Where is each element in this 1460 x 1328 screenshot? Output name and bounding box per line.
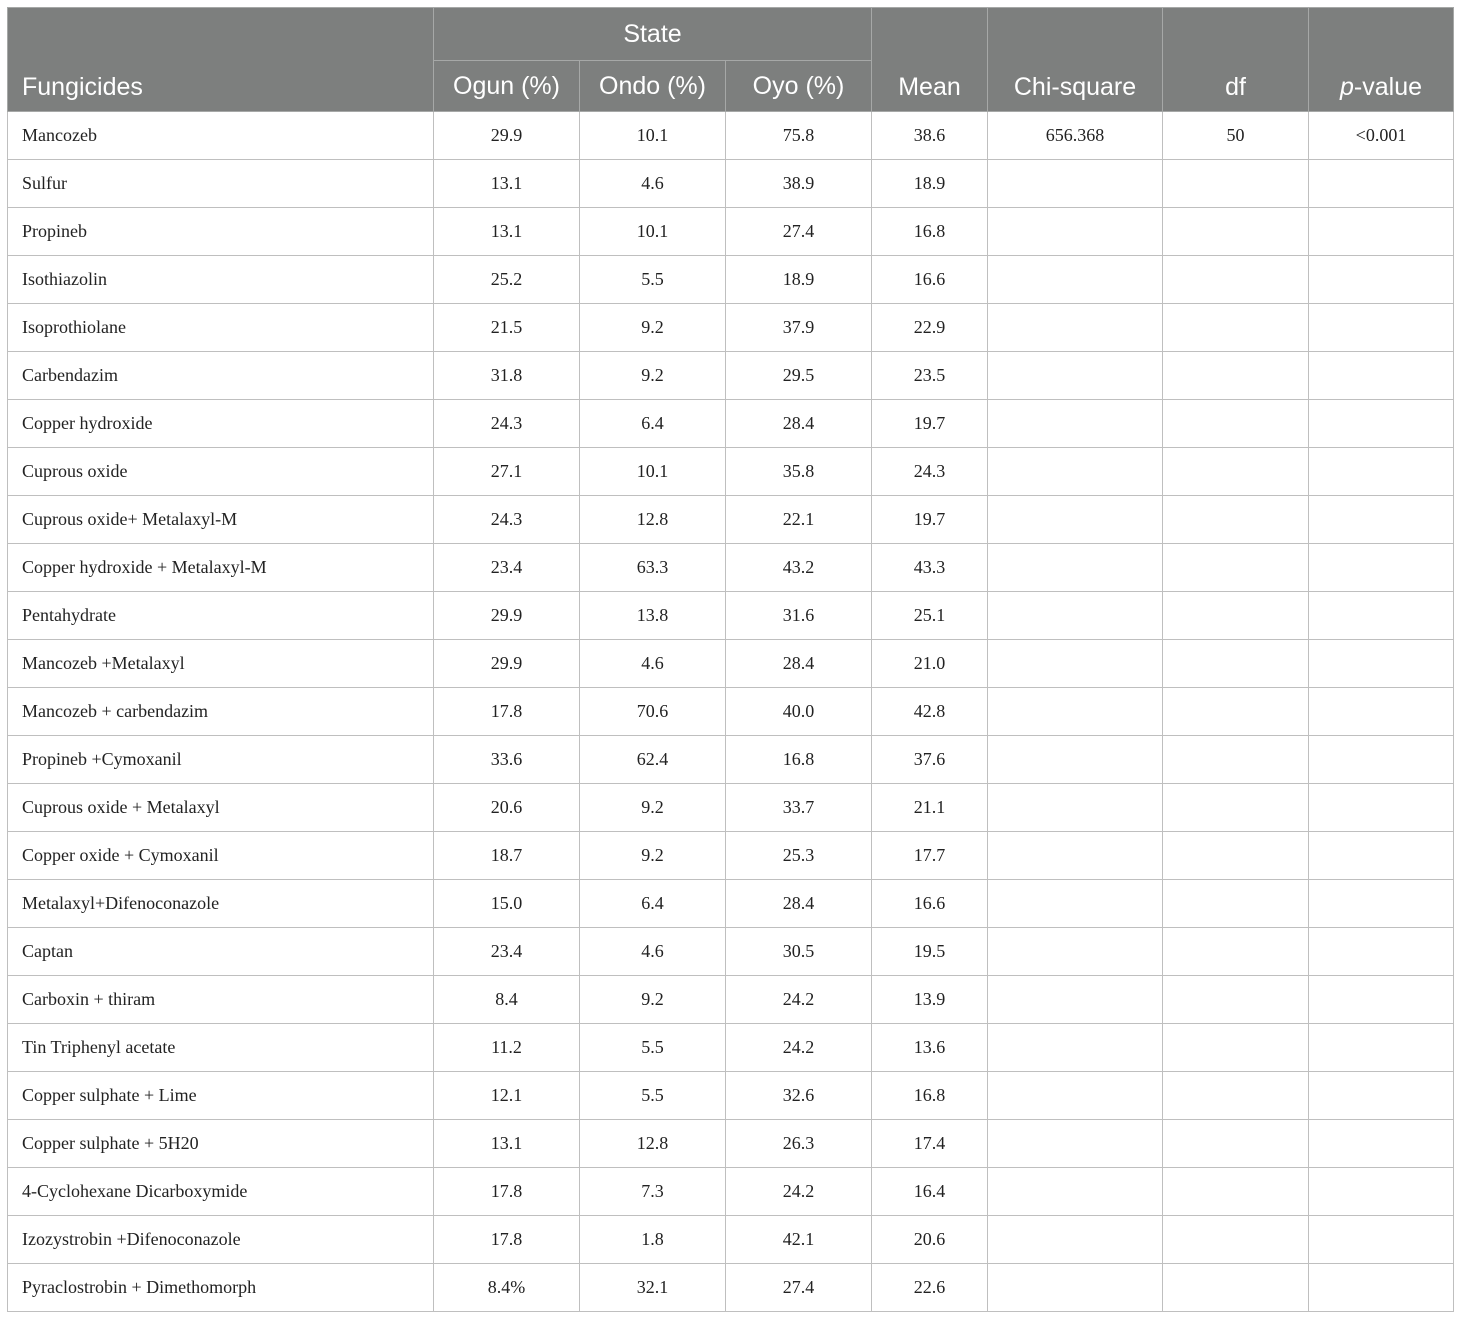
cell-df bbox=[1163, 1264, 1309, 1312]
cell-oyo: 22.1 bbox=[726, 496, 872, 544]
cell-mean: 16.6 bbox=[872, 256, 988, 304]
header-df: df bbox=[1163, 8, 1309, 112]
cell-mean: 24.3 bbox=[872, 448, 988, 496]
cell-fungicide: 4-Cyclohexane Dicarboxymide bbox=[8, 1168, 434, 1216]
cell-fungicide: Copper hydroxide bbox=[8, 400, 434, 448]
cell-df bbox=[1163, 160, 1309, 208]
cell-oyo: 75.8 bbox=[726, 112, 872, 160]
cell-df bbox=[1163, 928, 1309, 976]
cell-chi-square bbox=[988, 736, 1163, 784]
cell-chi-square bbox=[988, 1024, 1163, 1072]
cell-mean: 20.6 bbox=[872, 1216, 988, 1264]
table-row bbox=[8, 832, 1454, 880]
cell-oyo: 31.6 bbox=[726, 592, 872, 640]
cell-mean: 22.9 bbox=[872, 304, 988, 352]
cell-ogun: 13.1 bbox=[434, 1120, 580, 1168]
cell-chi-square bbox=[988, 688, 1163, 736]
cell-fungicide: Carboxin + thiram bbox=[8, 976, 434, 1024]
cell-fungicide: Sulfur bbox=[8, 160, 434, 208]
cell-mean: 43.3 bbox=[872, 544, 988, 592]
cell-chi-square: 656.368 bbox=[988, 112, 1163, 160]
cell-chi-square bbox=[988, 400, 1163, 448]
cell-df bbox=[1163, 304, 1309, 352]
header-mean: Mean bbox=[872, 8, 988, 112]
table-row bbox=[8, 976, 1454, 1024]
cell-ondo: 6.4 bbox=[580, 400, 726, 448]
cell-ogun: 23.4 bbox=[434, 544, 580, 592]
cell-ondo: 9.2 bbox=[580, 352, 726, 400]
header-ondo: Ondo (%) bbox=[580, 61, 726, 112]
cell-ogun: 13.1 bbox=[434, 160, 580, 208]
table-row bbox=[8, 784, 1454, 832]
cell-ondo: 5.5 bbox=[580, 1024, 726, 1072]
cell-fungicide: Cuprous oxide bbox=[8, 448, 434, 496]
cell-oyo: 37.9 bbox=[726, 304, 872, 352]
table-row bbox=[8, 1168, 1454, 1216]
table-body bbox=[8, 112, 1454, 1312]
cell-df bbox=[1163, 400, 1309, 448]
p-value-italic: p bbox=[1340, 73, 1354, 101]
cell-df bbox=[1163, 976, 1309, 1024]
cell-ondo: 9.2 bbox=[580, 832, 726, 880]
cell-df bbox=[1163, 1072, 1309, 1120]
cell-p-value bbox=[1309, 976, 1454, 1024]
cell-p-value bbox=[1309, 448, 1454, 496]
cell-df bbox=[1163, 1120, 1309, 1168]
cell-ogun: 17.8 bbox=[434, 1168, 580, 1216]
cell-ondo: 9.2 bbox=[580, 784, 726, 832]
table-row bbox=[8, 496, 1454, 544]
cell-ogun: 33.6 bbox=[434, 736, 580, 784]
cell-p-value bbox=[1309, 736, 1454, 784]
cell-ondo: 1.8 bbox=[580, 1216, 726, 1264]
table-row bbox=[8, 1216, 1454, 1264]
cell-p-value bbox=[1309, 304, 1454, 352]
cell-df bbox=[1163, 832, 1309, 880]
cell-mean: 19.7 bbox=[872, 496, 988, 544]
cell-fungicide: Metalaxyl+Difenoconazole bbox=[8, 880, 434, 928]
cell-df bbox=[1163, 784, 1309, 832]
cell-df bbox=[1163, 256, 1309, 304]
cell-p-value bbox=[1309, 832, 1454, 880]
cell-ogun: 18.7 bbox=[434, 832, 580, 880]
cell-fungicide: Pentahydrate bbox=[8, 592, 434, 640]
cell-mean: 21.1 bbox=[872, 784, 988, 832]
cell-df bbox=[1163, 1216, 1309, 1264]
cell-p-value bbox=[1309, 1216, 1454, 1264]
cell-p-value bbox=[1309, 160, 1454, 208]
cell-chi-square bbox=[988, 1216, 1163, 1264]
cell-chi-square bbox=[988, 448, 1163, 496]
table-row bbox=[8, 448, 1454, 496]
cell-p-value bbox=[1309, 1120, 1454, 1168]
cell-chi-square bbox=[988, 1264, 1163, 1312]
cell-p-value bbox=[1309, 208, 1454, 256]
cell-mean: 23.5 bbox=[872, 352, 988, 400]
cell-chi-square bbox=[988, 880, 1163, 928]
cell-ogun: 11.2 bbox=[434, 1024, 580, 1072]
p-value-suffix: -value bbox=[1353, 73, 1422, 101]
cell-df bbox=[1163, 544, 1309, 592]
cell-p-value bbox=[1309, 352, 1454, 400]
cell-chi-square bbox=[988, 496, 1163, 544]
table-row bbox=[8, 640, 1454, 688]
table-row bbox=[8, 1264, 1454, 1312]
cell-chi-square bbox=[988, 256, 1163, 304]
cell-oyo: 18.9 bbox=[726, 256, 872, 304]
cell-oyo: 25.3 bbox=[726, 832, 872, 880]
cell-chi-square bbox=[988, 976, 1163, 1024]
cell-oyo: 24.2 bbox=[726, 1024, 872, 1072]
cell-p-value bbox=[1309, 1264, 1454, 1312]
cell-mean: 18.9 bbox=[872, 160, 988, 208]
table-row bbox=[8, 256, 1454, 304]
cell-ondo: 5.5 bbox=[580, 256, 726, 304]
cell-oyo: 24.2 bbox=[726, 976, 872, 1024]
cell-ogun: 31.8 bbox=[434, 352, 580, 400]
cell-fungicide: Isothiazolin bbox=[8, 256, 434, 304]
cell-ondo: 12.8 bbox=[580, 1120, 726, 1168]
cell-ogun: 29.9 bbox=[434, 112, 580, 160]
cell-chi-square bbox=[988, 1072, 1163, 1120]
header-chi-square: Chi-square bbox=[988, 8, 1163, 112]
cell-mean: 17.7 bbox=[872, 832, 988, 880]
cell-df bbox=[1163, 352, 1309, 400]
cell-oyo: 28.4 bbox=[726, 880, 872, 928]
cell-oyo: 33.7 bbox=[726, 784, 872, 832]
cell-df: 50 bbox=[1163, 112, 1309, 160]
cell-mean: 16.8 bbox=[872, 208, 988, 256]
cell-fungicide: Mancozeb + carbendazim bbox=[8, 688, 434, 736]
cell-fungicide: Copper sulphate + 5H20 bbox=[8, 1120, 434, 1168]
cell-ondo: 63.3 bbox=[580, 544, 726, 592]
cell-oyo: 38.9 bbox=[726, 160, 872, 208]
cell-mean: 19.5 bbox=[872, 928, 988, 976]
cell-mean: 13.6 bbox=[872, 1024, 988, 1072]
cell-fungicide: Isoprothiolane bbox=[8, 304, 434, 352]
cell-chi-square bbox=[988, 832, 1163, 880]
header-ogun: Ogun (%) bbox=[434, 61, 580, 112]
header-fungicides: Fungicides bbox=[8, 8, 434, 112]
cell-p-value bbox=[1309, 1024, 1454, 1072]
cell-fungicide: Mancozeb bbox=[8, 112, 434, 160]
cell-df bbox=[1163, 496, 1309, 544]
cell-p-value bbox=[1309, 256, 1454, 304]
cell-p-value bbox=[1309, 592, 1454, 640]
table-row bbox=[8, 208, 1454, 256]
header-p-value bbox=[1309, 8, 1454, 112]
cell-oyo: 43.2 bbox=[726, 544, 872, 592]
cell-fungicide: Propineb bbox=[8, 208, 434, 256]
table-row bbox=[8, 400, 1454, 448]
header-oyo: Oyo (%) bbox=[726, 61, 872, 112]
table-row bbox=[8, 1120, 1454, 1168]
cell-oyo: 42.1 bbox=[726, 1216, 872, 1264]
cell-chi-square bbox=[988, 592, 1163, 640]
cell-mean: 17.4 bbox=[872, 1120, 988, 1168]
table-row bbox=[8, 736, 1454, 784]
cell-fungicide: Copper sulphate + Lime bbox=[8, 1072, 434, 1120]
cell-df bbox=[1163, 1024, 1309, 1072]
cell-fungicide: Captan bbox=[8, 928, 434, 976]
cell-chi-square bbox=[988, 640, 1163, 688]
cell-p-value: <0.001 bbox=[1309, 112, 1454, 160]
cell-ogun: 24.3 bbox=[434, 496, 580, 544]
cell-oyo: 40.0 bbox=[726, 688, 872, 736]
cell-ondo: 9.2 bbox=[580, 304, 726, 352]
cell-ondo: 4.6 bbox=[580, 640, 726, 688]
cell-mean: 38.6 bbox=[872, 112, 988, 160]
cell-p-value bbox=[1309, 928, 1454, 976]
cell-df bbox=[1163, 640, 1309, 688]
cell-p-value bbox=[1309, 784, 1454, 832]
cell-fungicide: Carbendazim bbox=[8, 352, 434, 400]
table-row bbox=[8, 1072, 1454, 1120]
cell-ogun: 20.6 bbox=[434, 784, 580, 832]
cell-ogun: 17.8 bbox=[434, 688, 580, 736]
cell-chi-square bbox=[988, 1120, 1163, 1168]
cell-ondo: 9.2 bbox=[580, 976, 726, 1024]
cell-oyo: 27.4 bbox=[726, 208, 872, 256]
table-row bbox=[8, 112, 1454, 160]
cell-mean: 42.8 bbox=[872, 688, 988, 736]
cell-mean: 25.1 bbox=[872, 592, 988, 640]
cell-p-value bbox=[1309, 640, 1454, 688]
cell-ogun: 17.8 bbox=[434, 1216, 580, 1264]
cell-fungicide: Tin Triphenyl acetate bbox=[8, 1024, 434, 1072]
cell-fungicide: Copper oxide + Cymoxanil bbox=[8, 832, 434, 880]
cell-p-value bbox=[1309, 1168, 1454, 1216]
cell-oyo: 29.5 bbox=[726, 352, 872, 400]
cell-chi-square bbox=[988, 160, 1163, 208]
cell-ondo: 12.8 bbox=[580, 496, 726, 544]
cell-ogun: 24.3 bbox=[434, 400, 580, 448]
cell-ogun: 21.5 bbox=[434, 304, 580, 352]
cell-p-value bbox=[1309, 688, 1454, 736]
cell-p-value bbox=[1309, 496, 1454, 544]
cell-chi-square bbox=[988, 544, 1163, 592]
table-row bbox=[8, 352, 1454, 400]
header-row-top bbox=[8, 8, 1454, 61]
cell-ogun: 8.4 bbox=[434, 976, 580, 1024]
cell-ogun: 8.4% bbox=[434, 1264, 580, 1312]
table-row bbox=[8, 1024, 1454, 1072]
cell-fungicide: Pyraclostrobin + Dimethomorph bbox=[8, 1264, 434, 1312]
cell-ogun: 23.4 bbox=[434, 928, 580, 976]
cell-oyo: 27.4 bbox=[726, 1264, 872, 1312]
cell-df bbox=[1163, 448, 1309, 496]
cell-chi-square bbox=[988, 352, 1163, 400]
cell-oyo: 32.6 bbox=[726, 1072, 872, 1120]
cell-ondo: 6.4 bbox=[580, 880, 726, 928]
cell-ondo: 7.3 bbox=[580, 1168, 726, 1216]
cell-fungicide: Mancozeb +Metalaxyl bbox=[8, 640, 434, 688]
cell-fungicide: Cuprous oxide + Metalaxyl bbox=[8, 784, 434, 832]
cell-fungicide: Copper hydroxide + Metalaxyl-M bbox=[8, 544, 434, 592]
cell-df bbox=[1163, 592, 1309, 640]
cell-ondo: 4.6 bbox=[580, 928, 726, 976]
cell-mean: 21.0 bbox=[872, 640, 988, 688]
cell-oyo: 16.8 bbox=[726, 736, 872, 784]
table-row bbox=[8, 592, 1454, 640]
table-row bbox=[8, 928, 1454, 976]
cell-mean: 37.6 bbox=[872, 736, 988, 784]
cell-oyo: 24.2 bbox=[726, 1168, 872, 1216]
cell-ogun: 15.0 bbox=[434, 880, 580, 928]
cell-mean: 19.7 bbox=[872, 400, 988, 448]
cell-ondo: 10.1 bbox=[580, 448, 726, 496]
cell-mean: 16.8 bbox=[872, 1072, 988, 1120]
cell-p-value bbox=[1309, 400, 1454, 448]
cell-oyo: 30.5 bbox=[726, 928, 872, 976]
cell-ogun: 27.1 bbox=[434, 448, 580, 496]
cell-df bbox=[1163, 736, 1309, 784]
cell-oyo: 28.4 bbox=[726, 400, 872, 448]
cell-ondo: 4.6 bbox=[580, 160, 726, 208]
cell-fungicide: Cuprous oxide+ Metalaxyl-M bbox=[8, 496, 434, 544]
cell-fungicide: Propineb +Cymoxanil bbox=[8, 736, 434, 784]
cell-ondo: 70.6 bbox=[580, 688, 726, 736]
cell-df bbox=[1163, 208, 1309, 256]
header-state: State bbox=[434, 8, 872, 61]
fungicide-table bbox=[7, 7, 1454, 1312]
cell-ogun: 12.1 bbox=[434, 1072, 580, 1120]
cell-mean: 16.6 bbox=[872, 880, 988, 928]
cell-ondo: 62.4 bbox=[580, 736, 726, 784]
cell-ondo: 5.5 bbox=[580, 1072, 726, 1120]
table-row bbox=[8, 880, 1454, 928]
cell-mean: 22.6 bbox=[872, 1264, 988, 1312]
cell-oyo: 28.4 bbox=[726, 640, 872, 688]
cell-ondo: 32.1 bbox=[580, 1264, 726, 1312]
cell-p-value bbox=[1309, 544, 1454, 592]
cell-chi-square bbox=[988, 928, 1163, 976]
cell-ogun: 29.9 bbox=[434, 592, 580, 640]
cell-df bbox=[1163, 1168, 1309, 1216]
cell-p-value bbox=[1309, 880, 1454, 928]
cell-ondo: 10.1 bbox=[580, 112, 726, 160]
cell-ogun: 13.1 bbox=[434, 208, 580, 256]
cell-ogun: 25.2 bbox=[434, 256, 580, 304]
table-row bbox=[8, 304, 1454, 352]
cell-chi-square bbox=[988, 1168, 1163, 1216]
cell-ogun: 29.9 bbox=[434, 640, 580, 688]
cell-chi-square bbox=[988, 784, 1163, 832]
cell-df bbox=[1163, 688, 1309, 736]
cell-chi-square bbox=[988, 208, 1163, 256]
table-row bbox=[8, 688, 1454, 736]
cell-oyo: 26.3 bbox=[726, 1120, 872, 1168]
table-header bbox=[8, 8, 1454, 112]
cell-mean: 13.9 bbox=[872, 976, 988, 1024]
cell-oyo: 35.8 bbox=[726, 448, 872, 496]
table-row bbox=[8, 160, 1454, 208]
table-row bbox=[8, 544, 1454, 592]
cell-ondo: 13.8 bbox=[580, 592, 726, 640]
cell-ondo: 10.1 bbox=[580, 208, 726, 256]
cell-fungicide: Izozystrobin +Difenoconazole bbox=[8, 1216, 434, 1264]
cell-mean: 16.4 bbox=[872, 1168, 988, 1216]
cell-p-value bbox=[1309, 1072, 1454, 1120]
cell-df bbox=[1163, 880, 1309, 928]
cell-chi-square bbox=[988, 304, 1163, 352]
